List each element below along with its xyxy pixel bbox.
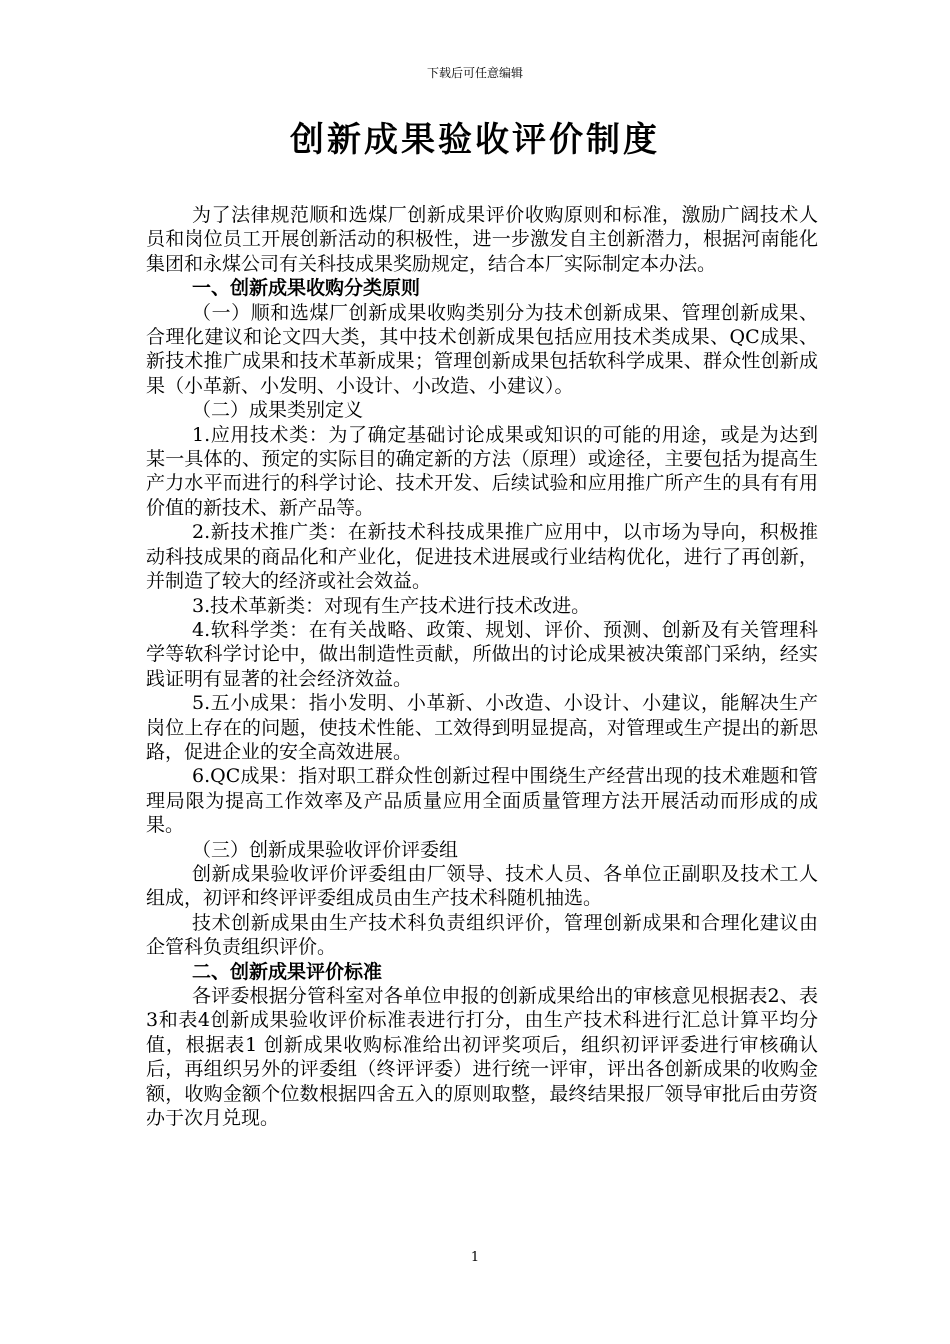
paragraph-1-1: （一）顺和选煤厂创新成果收购类别分为技术创新成果、管理创新成果、合理化建议和论文四大类，其中技术创新成果包括应用技术类成果、QC成果、新技术推广成果和技术革新成果；管理创新成果包括软科学成果、群众性创新成果（小革新、小发明、小设计、小改造、小建议）。 — [146, 301, 818, 397]
paragraph-committee: 创新成果验收评价评委组由厂领导、技术人员、各单位正副职及技术工人组成，初评和终评评委组成员由生产技术科随机抽选。 — [146, 862, 818, 910]
definition-item-5: 5.五小成果：指小发明、小革新、小改造、小设计、小建议，能解决生产岗位上存在的问题，使技术性能、工效得到明显提高，对管理或生产提出的新思路，促进企业的安全高效进展。 — [146, 692, 818, 763]
page-number: 1 — [470, 1250, 480, 1265]
definition-item-1: 1.应用技术类：为了确定基础讨论成果或知识的可能的用途，或是为达到某一具体的、预定的实际目的确定新的方法（原理）或途径，主要包括为提高生产力水平而进行的科学讨论、技术开发、后续试验和应用推广所产生的具有有用价值的新技术、新产品等。 — [146, 423, 818, 519]
definition-item-4: 4.软科学类：在有关战略、政策、规划、评价、预测、创新及有关管理科学等软科学讨论中，做出制造性贡献，所做出的讨论成果被决策部门采纳，经实践证明有显著的社会经济效益。 — [146, 618, 818, 690]
section-heading-1: 一、创新成果收购分类原则 — [192, 277, 421, 300]
subheading-1-3: （三）创新成果验收评价评委组 — [192, 838, 459, 861]
definition-item-6: 6.QC成果：指对职工群众性创新过程中围绕生产经营出现的技术难题和管理局限为提高工作效率及产品质量应用全面质量管理方法开展活动而形成的成果。 — [146, 765, 818, 837]
paragraph-responsibility: 技术创新成果由生产技术科负责组织评价，管理创新成果和合理化建议由企管科负责组织评价。 — [146, 911, 818, 959]
document-body — [146, 203, 818, 1130]
header-note: 下载后可任意编辑 — [426, 66, 523, 80]
paragraph-standard: 各评委根据分管科室对各单位申报的创新成果给出的审核意见根据表2、表3和表4创新成果验收评价标准表进行打分，由生产技术科进行汇总计算平均分值，根据表1 创新成果收购标准给出初评奖项后，组织初评评委进行审核确认后，再组织另外的评委组（终评评委）进行统一评审，评出各创新成果的收购金额，收购金额个位数根据四舍五入的原则取整，最终结果报厂领导审批后由劳资办于次月兑现。 — [146, 985, 818, 1130]
section-heading-2: 二、创新成果评价标准 — [192, 960, 383, 983]
subheading-1-2: （二）成果类别定义 — [192, 399, 364, 422]
definition-item-3: 3.技术革新类：对现有生产技术进行技术改进。 — [192, 594, 591, 617]
document-title: 创新成果验收评价制度 — [290, 120, 660, 160]
definition-item-2: 2.新技术推广类：在新技术科技成果推广应用中，以市场为导向，积极推动科技成果的商品化和产业化，促进技术进展或行业结构优化，进行了再创新，并制造了较大的经济或社会效益。 — [146, 521, 818, 593]
paragraph-intro: 为了法律规范顺和选煤厂创新成果评价收购原则和标准，激励广阔技术人员和岗位员工开展创新活动的积极性，进一步激发自主创新潜力，根据河南能化集团和永煤公司有关科技成果奖励规定，结合本厂实际制定本办法。 — [146, 204, 818, 275]
